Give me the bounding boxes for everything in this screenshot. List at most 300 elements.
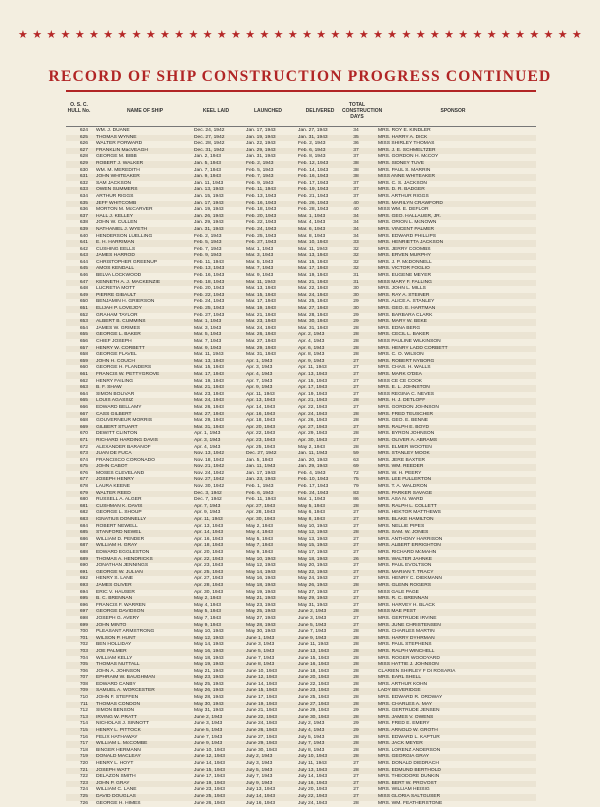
cell-sponsor: MRS. VICTOR FOGLIO	[378, 266, 430, 272]
cell-launched: Mar. 15, 1943	[246, 292, 276, 298]
cell-keel-laid: Apr. 30, 1943	[194, 589, 224, 595]
cell-hull-no: 716	[79, 734, 88, 740]
cell-launched: June 27, 1943	[246, 734, 278, 740]
cell-keel-laid: May 25, 1943	[194, 681, 224, 687]
cell-delivered: Apr. 6, 1943	[298, 345, 325, 351]
star-icon: ★	[103, 29, 114, 41]
cell-delivered: May 2, 1943	[298, 444, 325, 450]
cell-delivered: May 8, 1943	[298, 517, 325, 523]
cell-ship-name: GILBERT STUART	[96, 424, 138, 430]
cell-delivered: Apr. 15, 1943	[298, 378, 328, 384]
cell-launched: Apr. 28, 1943	[246, 510, 276, 516]
cell-construction-days: 27	[353, 365, 359, 371]
star-icon: ★	[287, 29, 298, 41]
cell-construction-days: 29	[353, 728, 359, 734]
cell-construction-days: 28	[353, 629, 359, 635]
cell-delivered: Mar. 4, 1943	[298, 220, 326, 226]
header-construction-days: TOTAL CONSTRUCTION DAYS	[342, 102, 383, 120]
cell-hull-no: 638	[79, 220, 88, 226]
cell-sponsor: MRS. T. A. WALDRON	[378, 484, 428, 490]
cell-sponsor: MRS. EDNA BERG	[378, 325, 421, 331]
cell-launched: Mar. 21, 1943	[246, 312, 276, 318]
table-row	[66, 154, 536, 161]
table-row	[66, 761, 536, 768]
cell-hull-no: 667	[79, 411, 88, 417]
cell-hull-no: 646	[79, 273, 88, 279]
cell-construction-days: 28	[353, 714, 359, 720]
table-row	[66, 458, 536, 465]
cell-sponsor: CLARIEN SHIRLEY F DI ROSARIA	[378, 668, 456, 674]
cell-launched: Feb. 27, 1943	[246, 240, 277, 246]
cell-sponsor: MRS. GORDON H. McCOY	[378, 154, 439, 160]
cell-sponsor: MRS. H. J. DETLOFF	[378, 398, 426, 404]
table-row	[66, 194, 536, 201]
cell-keel-laid: May 12, 1943	[194, 635, 224, 641]
cell-launched: July 7, 1943	[246, 774, 273, 780]
cell-hull-no: 702	[79, 642, 88, 648]
cell-construction-days: 27	[353, 602, 359, 608]
cell-keel-laid: Nov. 21, 1942	[194, 464, 225, 470]
star-icon: ★	[500, 29, 511, 41]
cell-launched: Mar. 23, 1943	[246, 319, 276, 325]
cell-construction-days: 69	[353, 464, 359, 470]
cell-construction-days: 27	[353, 761, 359, 766]
cell-delivered: Apr. 19, 1943	[298, 391, 328, 397]
cell-construction-days: 79	[353, 484, 359, 490]
cell-ship-name: JAMES W. GRIMES	[96, 325, 141, 331]
cell-hull-no: 652	[79, 312, 88, 318]
cell-ship-name: DONALD MACLEAY	[96, 754, 141, 760]
cell-construction-days: 37	[353, 147, 359, 153]
cell-keel-laid: Nov. 13, 1942	[194, 451, 225, 457]
cell-keel-laid: June 15, 1943	[194, 767, 226, 773]
cell-hull-no: 656	[79, 339, 88, 344]
cell-delivered: Feb. 24, 1943	[298, 490, 329, 496]
table-row	[66, 675, 536, 682]
table-row	[66, 280, 536, 287]
table-row	[66, 346, 536, 353]
cell-launched: Jan. 23, 1943	[246, 477, 276, 483]
star-icon: ★	[32, 29, 43, 41]
cell-launched: Apr. 3, 1943	[246, 365, 273, 371]
cell-sponsor: MRS. CHARLES MARTIN	[378, 629, 435, 635]
star-icon: ★	[515, 29, 525, 41]
cell-construction-days: 28	[353, 411, 359, 417]
cell-launched: July 3, 1943	[246, 761, 273, 766]
cell-delivered: June 29, 1943	[298, 708, 330, 714]
cell-sponsor: MRS. THEODORE DUNKIN	[378, 774, 440, 780]
cell-keel-laid: Feb. 11, 1943	[194, 259, 224, 265]
cell-construction-days: 37	[353, 154, 359, 160]
cell-delivered: Apr. 2, 1943	[298, 332, 325, 338]
cell-sponsor: MRS. ELMER WOOTEN	[378, 444, 432, 450]
cell-delivered: Apr. 11, 1943	[298, 365, 327, 371]
cell-construction-days: 27	[353, 780, 359, 786]
cell-launched: Apr. 14, 1943	[246, 404, 276, 410]
cell-hull-no: 711	[80, 701, 88, 707]
cell-construction-days: 28	[353, 675, 359, 681]
cell-construction-days: 27	[353, 371, 359, 377]
cell-hull-no: 668	[79, 418, 88, 424]
cell-ship-name: WILLIAM KELLY	[96, 655, 133, 661]
table-row	[66, 161, 536, 168]
cell-keel-laid: Mar. 15, 1943	[194, 365, 224, 371]
cell-launched: July 9, 1943	[246, 780, 273, 786]
cell-keel-laid: May 14, 1943	[194, 642, 224, 648]
cell-launched: July 2, 1943	[246, 754, 273, 760]
cell-delivered: Feb. 4, 1943	[298, 470, 326, 476]
cell-delivered: June 15, 1943	[298, 655, 330, 661]
cell-ship-name: HALL J. KELLEY	[96, 213, 134, 219]
cell-hull-no: 704	[79, 655, 88, 661]
cell-launched: Feb. 11, 1943	[246, 187, 276, 193]
cell-hull-no: 693	[79, 582, 88, 588]
cell-hull-no: 697	[79, 609, 88, 615]
table-row	[66, 168, 536, 175]
cell-ship-name: IRVING W. PRATT	[96, 714, 137, 720]
cell-delivered: May 24, 1943	[298, 576, 328, 582]
cell-launched: Apr. 11, 1943	[246, 391, 275, 397]
cell-delivered: June 22, 1943	[298, 681, 330, 687]
cell-hull-no: 710	[79, 695, 88, 701]
cell-hull-no: 666	[79, 404, 88, 410]
table-row	[66, 135, 536, 142]
cell-delivered: May 10, 1943	[298, 523, 328, 529]
table-row	[66, 491, 536, 498]
cell-hull-no: 675	[79, 464, 88, 470]
table-row	[66, 642, 536, 649]
cell-keel-laid: May 19, 1943	[194, 662, 224, 668]
cell-launched: Mar. 17, 1943	[246, 299, 276, 305]
cell-construction-days: 28	[353, 741, 359, 747]
cell-hull-no: 726	[79, 800, 88, 806]
cell-sponsor: MRS. WM. FEATHERSTONE	[378, 800, 443, 806]
cell-launched: Jan. 19, 1943	[246, 134, 276, 140]
cell-delivered: Apr. 13, 1943	[298, 371, 328, 377]
star-icon: ★	[316, 29, 327, 41]
cell-ship-name: GEORGE M. BIBB	[96, 154, 137, 160]
table-row	[66, 787, 536, 794]
cell-hull-no: 639	[79, 226, 88, 232]
cell-delivered: Mar. 10, 1943	[298, 240, 328, 246]
cell-ship-name: CASS GILBERT	[96, 411, 132, 417]
table-row	[66, 464, 536, 471]
cell-sponsor: MISS MAE PEST	[378, 609, 417, 615]
cell-ship-name: FRANCISCO CORONADO	[96, 457, 155, 463]
table-row	[66, 524, 536, 531]
cell-hull-no: 643	[79, 253, 88, 259]
cell-sponsor: MRS. EUGENE MEYER	[378, 273, 431, 279]
table-row	[66, 715, 536, 722]
cell-ship-name: EPHRAIM W. BAUGHMAN	[96, 675, 155, 681]
cell-delivered: May 18, 1943	[298, 556, 328, 562]
cell-launched: Apr. 13, 1943	[246, 398, 276, 404]
cell-construction-days: 28	[353, 352, 359, 358]
cell-sponsor: MRS. PAUL S. MARRIN	[378, 167, 431, 173]
cell-delivered: Jan. 31, 1943	[298, 134, 328, 140]
cell-keel-laid: June 19, 1943	[194, 780, 226, 786]
cell-delivered: June 3, 1943	[298, 615, 327, 621]
cell-sponsor: MRS. HENRY C. DIEKMANN	[378, 576, 442, 582]
cell-sponsor: MRS. STANLEY MOOK	[378, 451, 430, 457]
cell-ship-name: WALTER FORWARD	[96, 141, 143, 147]
cell-hull-no: 644	[79, 259, 88, 265]
cell-ship-name: LUCRETIA MOTT	[96, 286, 136, 292]
cell-hull-no: 703	[79, 648, 88, 654]
star-icon: ★	[344, 29, 355, 41]
star-icon: ★	[401, 29, 412, 41]
cell-launched: May 30, 1943	[246, 629, 276, 635]
table-row	[66, 537, 536, 544]
header-delivered: DELIVERED	[305, 108, 335, 114]
cell-ship-name: HENRY S. LANE	[96, 576, 134, 582]
cell-construction-days: 37	[353, 187, 359, 193]
cell-delivered: Feb. 2, 1943	[298, 141, 326, 147]
cell-sponsor: MISS PAULINE WILKINSON	[378, 339, 441, 344]
cell-hull-no: 678	[79, 484, 88, 490]
cell-ship-name: ROBERT J. WALKER	[96, 160, 144, 166]
cell-delivered: Apr. 9, 1943	[298, 358, 325, 364]
cell-launched: June 17, 1943	[246, 695, 278, 701]
cell-delivered: May 26, 1943	[298, 582, 328, 588]
cell-construction-days: 28	[353, 800, 359, 806]
cell-sponsor: MRS. ANTHONY HARRISON	[378, 536, 443, 542]
cell-launched: Dec. 27, 1942	[246, 451, 277, 457]
cell-launched: May 12, 1943	[246, 563, 276, 569]
cell-construction-days: 28	[353, 345, 359, 351]
cell-hull-no: 694	[79, 589, 88, 595]
cell-delivered: May 22, 1943	[298, 569, 328, 575]
cell-keel-laid: Jan. 9, 1943	[194, 174, 221, 180]
cell-delivered: Mar. 27, 1943	[298, 306, 328, 312]
cell-ship-name: GEORGE H. HIMES	[96, 800, 141, 806]
cell-ship-name: NATHANIEL J. WYETH	[96, 226, 148, 232]
cell-construction-days: 30	[353, 292, 359, 298]
table-row	[66, 609, 536, 616]
cell-launched: Feb. 6, 1943	[246, 490, 274, 496]
cell-hull-no: 663	[79, 385, 88, 391]
cell-launched: Feb. 11, 1943	[246, 497, 276, 503]
cell-keel-laid: Apr. 4, 1943	[194, 444, 221, 450]
cell-ship-name: AMOS KENDALL	[96, 266, 135, 272]
cell-hull-no: 691	[79, 569, 88, 575]
cell-launched: Mar. 29, 1943	[246, 345, 276, 351]
star-icon: ★	[60, 29, 71, 41]
cell-ship-name: SAMUEL A. WORCESTER	[96, 688, 155, 694]
cell-delivered: Feb. 14, 1943	[298, 167, 329, 173]
cell-keel-laid: Apr. 13, 1943	[194, 523, 224, 529]
cell-hull-no: 686	[79, 536, 88, 542]
cell-construction-days: 28	[353, 701, 359, 707]
cell-launched: Feb. 2, 1943	[246, 160, 274, 166]
cell-sponsor: MRS. R. C. BRENNAN	[378, 596, 428, 602]
cell-sponsor: MRS. HARVEY H. BLACK	[378, 602, 436, 608]
table-row	[66, 497, 536, 504]
cell-hull-no: 692	[79, 576, 88, 582]
cell-ship-name: PLEASANT ARMSTRONG	[96, 629, 155, 635]
cell-sponsor: MRS. BARBARA CLARK	[378, 312, 433, 318]
cell-sponsor: MRS. ARNOLD W. GROTH	[378, 728, 438, 734]
table-row	[66, 636, 536, 643]
table-row	[66, 299, 536, 306]
cell-launched: Feb. 18, 1943	[246, 207, 277, 213]
cell-delivered: June 11, 1943	[298, 642, 329, 648]
cell-construction-days: 28	[353, 609, 359, 615]
cell-delivered: Apr. 22, 1943	[298, 404, 328, 410]
cell-sponsor: MRS. ROGER WOODYARD	[378, 655, 440, 661]
header-keel-laid: KEEL LAID	[202, 108, 230, 114]
cell-delivered: Mar. 21, 1943	[298, 279, 328, 285]
cell-keel-laid: Mar. 31, 1943	[194, 424, 224, 430]
cell-construction-days: 28	[353, 332, 359, 338]
table-row	[66, 220, 536, 227]
cell-keel-laid: June 10, 1943	[194, 747, 226, 753]
cell-ship-name: JONATHAN JENNINGS	[96, 563, 149, 569]
cell-ship-name: JOHN A. JOHNSON	[96, 668, 141, 674]
cell-hull-no: 665	[79, 398, 88, 404]
cell-keel-laid: Mar. 17, 1943	[194, 371, 224, 377]
cell-ship-name: HENRY L. HOYT	[96, 761, 134, 766]
cell-sponsor: MRS. GERTRUDE JENSEN	[378, 708, 440, 714]
cell-launched: June 21, 1943	[246, 708, 278, 714]
table-row	[66, 688, 536, 695]
table-row	[66, 352, 536, 359]
cell-ship-name: WILLIAM L. McCOMBE	[96, 741, 148, 747]
cell-keel-laid: June 17, 1943	[194, 774, 226, 780]
cell-sponsor: MRS. CHAS. H. WALLS	[378, 365, 431, 371]
cell-keel-laid: May 7, 1943	[194, 615, 221, 621]
cell-keel-laid: May 4, 1943	[194, 602, 221, 608]
cell-sponsor: MISS GLORIA SALTGUSER	[378, 793, 441, 799]
header-rule	[66, 126, 536, 127]
table-row	[66, 510, 536, 517]
cell-keel-laid: Apr. 22, 1943	[194, 556, 224, 562]
cell-sponsor: MRS. JERRY COOMBS	[378, 246, 431, 252]
star-icon: ★	[245, 29, 256, 41]
cell-hull-no: 680	[79, 497, 88, 503]
cell-sponsor: MRS. GLENN ROGERS	[378, 582, 431, 588]
cell-ship-name: JOE PALMER	[96, 648, 127, 654]
table-row	[66, 339, 536, 346]
cell-construction-days: 27	[353, 437, 359, 443]
cell-launched: Apr. 4, 1943	[246, 371, 273, 377]
cell-hull-no: 626	[79, 141, 88, 147]
cell-launched: July 5, 1943	[246, 767, 273, 773]
cell-keel-laid: Mar. 13, 1943	[194, 358, 224, 364]
cell-sponsor: MISS MARY F. FALLING	[378, 279, 432, 285]
cell-construction-days: 83	[353, 490, 359, 496]
cell-ship-name: CUSHING EELLS	[96, 246, 136, 252]
cell-sponsor: MRS. ROBERT NYBORG	[378, 358, 435, 364]
cell-hull-no: 714	[79, 721, 88, 727]
cell-launched: Mar. 31, 1943	[246, 352, 276, 358]
cell-keel-laid: Feb. 9, 1943	[194, 253, 222, 259]
cell-delivered: May 29, 1943	[298, 596, 328, 602]
ship-table-body	[66, 128, 536, 807]
cell-ship-name: ALBERT B. CUMMINS	[96, 319, 146, 325]
cell-launched: June 30, 1943	[246, 747, 278, 753]
table-row	[66, 774, 536, 781]
cell-hull-no: 701	[79, 635, 88, 641]
cell-delivered: Mar. 30, 1943	[298, 319, 328, 325]
cell-delivered: Apr. 27, 1943	[298, 424, 328, 430]
cell-delivered: Mar. 22, 1943	[298, 286, 328, 292]
cell-hull-no: 674	[79, 457, 88, 463]
cell-sponsor: MRS. MARY W. BEKE	[378, 319, 428, 325]
cell-sponsor: MRS. HENRY LADD CORBETT	[378, 345, 448, 351]
cell-construction-days: 27	[353, 523, 359, 529]
cell-construction-days: 27	[353, 622, 359, 628]
cell-launched: Feb. 20, 1943	[246, 213, 277, 219]
cell-sponsor: MRS. C. S. JACKSON	[378, 180, 427, 186]
cell-hull-no: 712	[79, 708, 88, 714]
cell-ship-name: THOMAS WYNNE	[96, 134, 137, 140]
cell-keel-laid: Dec. 27, 1942	[194, 134, 225, 140]
cell-ship-name: E. H. HARRIMAN	[96, 240, 135, 246]
cell-ship-name: DAVID DOUGLAS	[96, 793, 136, 799]
table-row	[66, 570, 536, 577]
table-row	[66, 253, 536, 260]
cell-construction-days: 27	[353, 569, 359, 575]
cell-delivered: Jan. 27, 1943	[298, 128, 328, 133]
cell-hull-no: 653	[79, 319, 88, 325]
table-row	[66, 649, 536, 656]
cell-launched: May 4, 1943	[246, 530, 273, 536]
cell-sponsor: MRS. RALPH L. COLLETT	[378, 503, 437, 509]
cell-hull-no: 706	[79, 668, 88, 674]
cell-launched: Feb. 5, 1943	[246, 167, 274, 173]
cell-sponsor: LADY BEVERIDGE	[378, 688, 421, 694]
cell-ship-name: IGNATIUS DONNELLY	[96, 517, 147, 523]
cell-hull-no: 628	[79, 154, 88, 160]
cell-keel-laid: Apr. 7, 1943	[194, 503, 221, 509]
cell-hull-no: 698	[79, 615, 88, 621]
cell-sponsor: MISS ANNE WHITEAKER	[378, 174, 436, 180]
table-row	[66, 438, 536, 445]
cell-construction-days: 38	[353, 167, 359, 173]
cell-sponsor: MRS. EDMUND BERTHOLD	[378, 767, 441, 773]
cell-hull-no: 695	[79, 596, 88, 602]
table-row	[66, 543, 536, 550]
cell-hull-no: 640	[79, 233, 88, 239]
cell-sponsor: MRS. FRED TEUSCHER	[378, 411, 434, 417]
cell-keel-laid: Feb. 7, 1943	[194, 246, 222, 252]
cell-keel-laid: Feb. 5, 1943	[194, 240, 222, 246]
table-row	[66, 273, 536, 280]
table-row	[66, 517, 536, 524]
cell-launched: Mar. 26, 1943	[246, 332, 276, 338]
cell-construction-days: 30	[353, 286, 359, 292]
cell-keel-laid: Apr. 18, 1943	[194, 543, 224, 549]
table-row	[66, 735, 536, 742]
cell-sponsor: MRS. LEE FULLERTON	[378, 477, 432, 483]
table-row	[66, 286, 536, 293]
cell-keel-laid: Mar. 9, 1943	[194, 345, 222, 351]
cell-launched: June 15, 1943	[246, 688, 278, 694]
cell-construction-days: 28	[353, 648, 359, 654]
table-row	[66, 214, 536, 221]
cell-ship-name: CHIEF JOSEPH	[96, 339, 132, 344]
cell-keel-laid: Feb. 27, 1943	[194, 312, 225, 318]
cell-delivered: July 11, 1943	[298, 761, 327, 766]
cell-construction-days: 38	[353, 160, 359, 166]
cell-sponsor: MISS HATTIE J. JOHNSON	[378, 662, 439, 668]
cell-ship-name: HENDERSON LUELLING	[96, 233, 153, 239]
cell-launched: Mar. 13, 1943	[246, 286, 276, 292]
cell-launched: May 25, 1943	[246, 609, 276, 615]
cell-delivered: Mar. 1, 1943	[298, 497, 326, 503]
table-row	[66, 332, 536, 339]
